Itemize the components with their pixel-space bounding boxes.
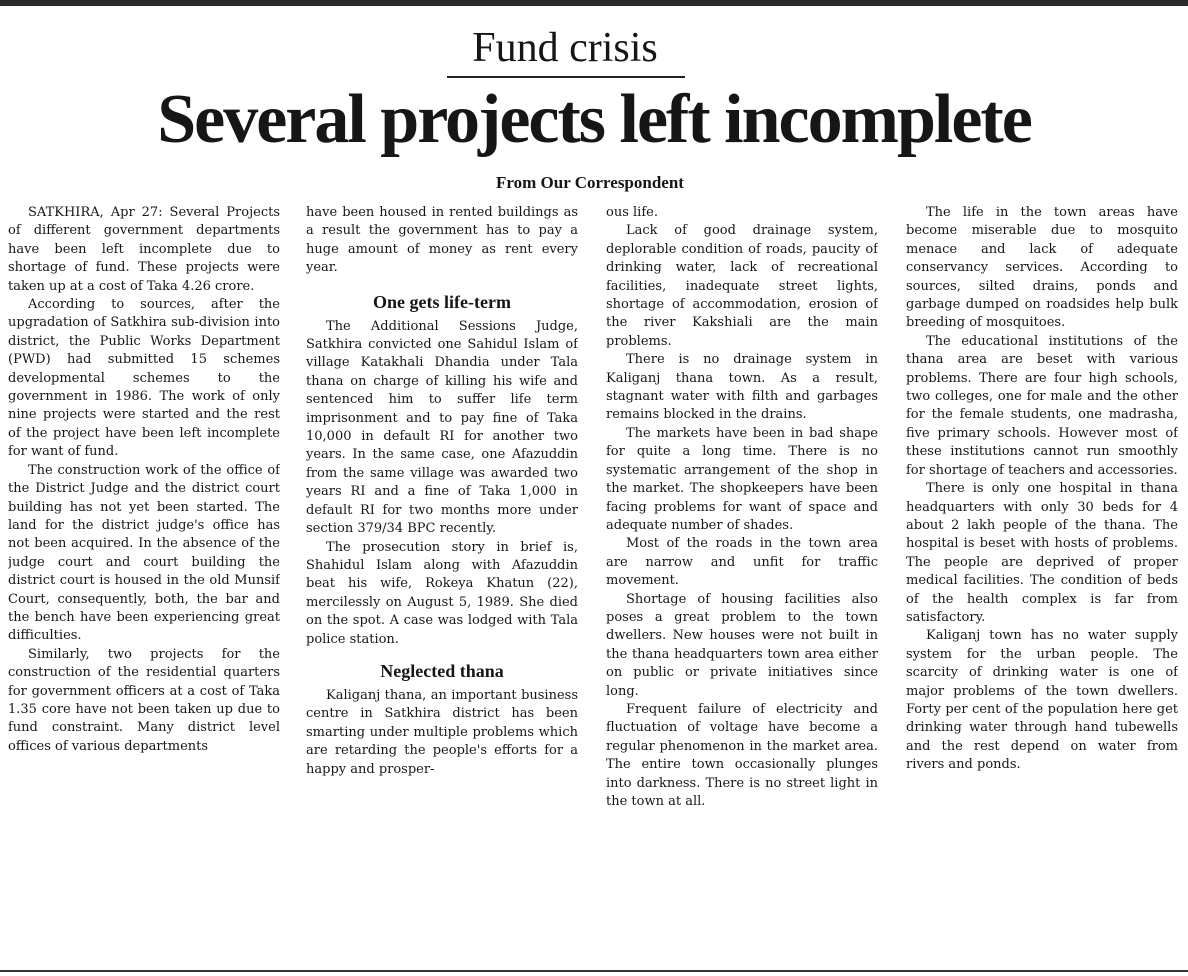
headline: Several projects left incomplete — [157, 81, 1031, 158]
paragraph: Kaliganj town has no water supply system for the urban people. The scarcity of drinking water is one of major problems of the town dwellers. Forty per cent of the population here get drinking water through hand tubewells and the rest depend on water from rivers and ponds. — [906, 628, 1178, 773]
paragraph: Kaliganj thana, an important business centre in Satkhira district has been smarting under multiple problems which are retarding the people's efforts for a happy and prosper- — [306, 687, 578, 777]
paragraph: The educational institutions of the thana area are beset with various problems. There are four high schools, two colleges, one for male and the other for the female students, one madrasha, five primary schools. However most of these institutions cannot run smoothly for shortage of teachers and accessories. — [906, 333, 1178, 478]
paragraph: The Additional Sessions Judge, Satkhira convicted one Sahidul Islam of village Katakhali Dhandia under Tala thana on charge of killing his wife and sentenced him to suffer life term imprisonment and to pay fine of Taka 10,000 in default RI for another two years. In the same case, one Afazuddin from the same village was awarded two years RI and a fine of Taka 1,000 in default RI for two months more under section 379/34 BPC recently. — [306, 318, 578, 537]
paragraph: have been housed in rented buildings as a result the government has to pay a huge amount of money as rent every year. — [306, 205, 578, 276]
byline: From Our Correspondent — [496, 173, 684, 192]
paragraph: Lack of good drainage system, deplorable condition of roads, paucity of drinking water, lack of recreational facilities, inadequate street lights, shortage of accommodation, erosion of the river Kakshiali are the main problems. — [606, 223, 878, 349]
paragraph: The construction work of the office of the District Judge and the district court building has not yet been started. The land for the district judge's office has not been acquired. In the absence of the judge court and court building the district court is housed in the old Munsif Court, consequently, both, the bar and the bench have been experiencing great difficulties. — [8, 462, 280, 644]
paragraph: The prosecution story in brief is, Shahidul Islam along with Afazuddin beat his wife, Rokeya Khatun (22), mercilessly on August 5, 1989. She died on the spot. A case was lodged with Tala police station. — [306, 539, 578, 647]
paragraph: The life in the town areas have become miserable due to mosquito menace and lack of adequate conservancy services. According to sources, silted drains, ponds and garbage dumped on roadsides help bulk breeding of mosquitoes. — [906, 205, 1178, 331]
paragraph: ous life. — [606, 205, 658, 220]
column-1 — [8, 204, 280, 970]
paragraph: There is no drainage system in Kaliganj thana town. As a result, stagnant water with filth and garbages remains blocked in the drains. — [606, 352, 878, 423]
paragraph: Shortage of housing facilities also poses a great problem to the town dwellers. New houses were not built in the thana headquarters town area either on public or private initiatives since long. — [606, 591, 878, 699]
paragraph: Most of the roads in the town area are narrow and unfit for traffic movement. — [606, 536, 878, 589]
bottom-rule — [0, 970, 1188, 972]
column-4 — [906, 204, 1178, 970]
column-3 — [606, 204, 878, 970]
paragraph: Frequent failure of electricity and fluctuation of voltage have become a regular phenomenon in the market area. The entire town occasionally plunges into darkness. There is no street light in the town at all. — [606, 701, 878, 809]
subhead-one-gets-life-term: One gets life-term — [373, 291, 511, 312]
paragraph: According to sources, after the upgradation of Satkhira sub-division into district, the Public Works Department (PWD) had submitted 15 schemes developmental schemes to the government in 1986. The work of only nine projects were started and the rest of the project have been left incomplete for want of fund. — [8, 297, 280, 460]
column-2 — [306, 204, 578, 970]
paragraph: Similarly, two projects for the construction of the residential quarters for government officers at a cost of Taka 1.35 core have not been taken up due to fund constraint. Many district level offices of various departments — [8, 646, 280, 754]
kicker: Fund crisis — [472, 25, 658, 71]
subhead-neglected-thana: Neglected thana — [380, 660, 504, 681]
top-rule — [0, 0, 1188, 6]
paragraph: The markets have been in bad shape for quite a long time. There is no systematic arrangement of the shop in the market. The shopkeepers have been facing problems for want of space and adequate number of shades. — [606, 425, 878, 533]
kicker-underline — [447, 76, 685, 78]
paragraph: There is only one hospital in thana headquarters with only 30 beds for 4 about 2 lakh people of the thana. The hospital is beset with hosts of problems. The people are deprived of proper medical facilities. The condition of beds of the health complex is far from satisfactory. — [906, 481, 1178, 625]
paragraph: SATKHIRA, Apr 27: Several Projects of different government departments have been left incomplete due to shortage of fund. These projects were taken up at a cost of Taka 4.26 crore. — [8, 205, 280, 294]
